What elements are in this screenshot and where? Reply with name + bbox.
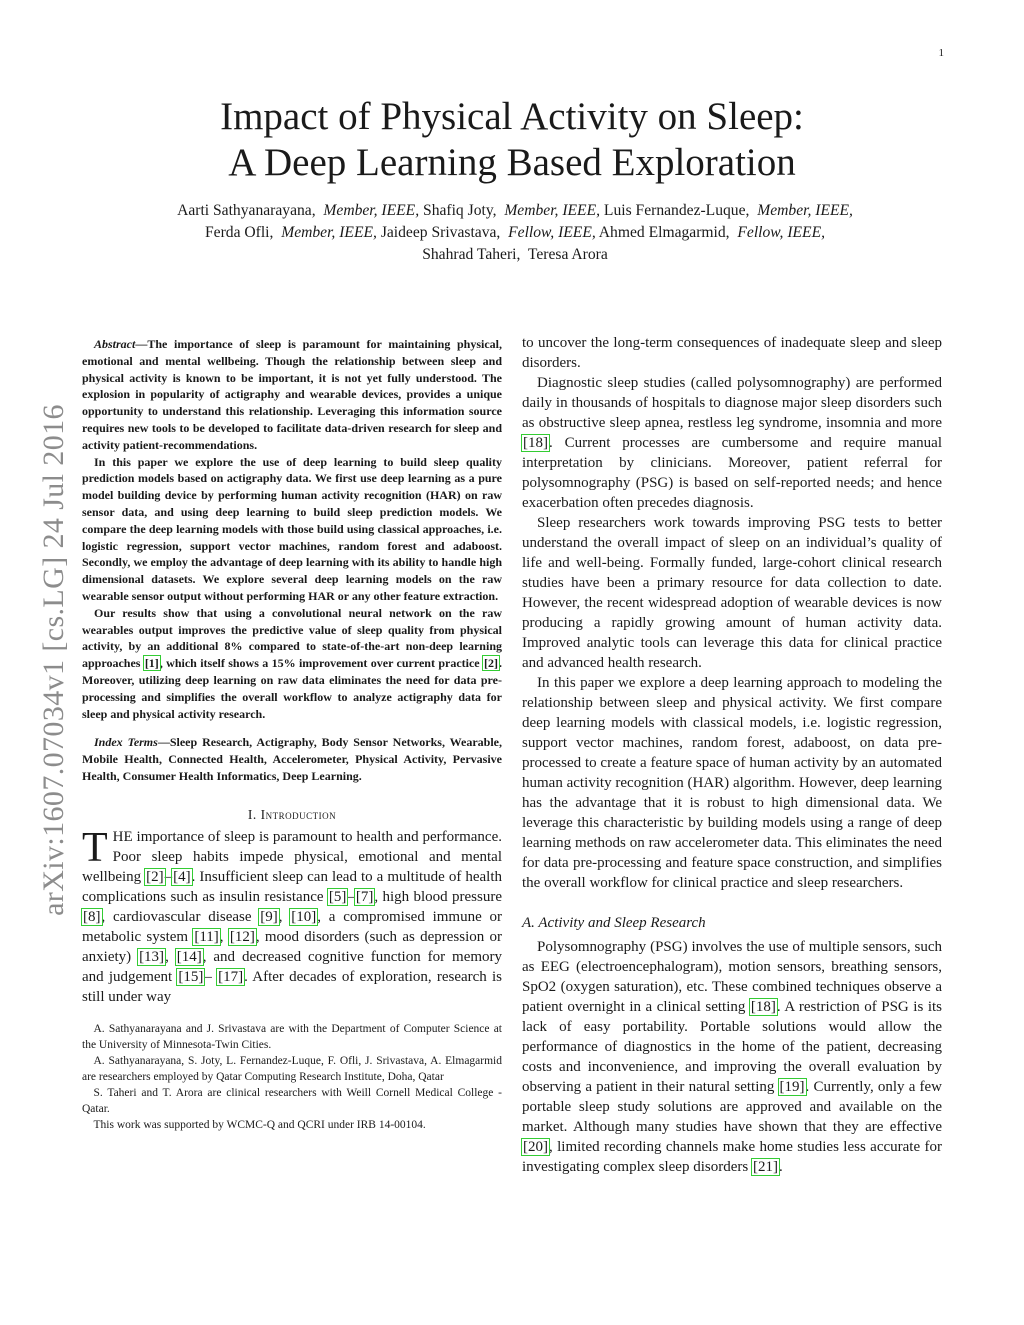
author-affiliation: Member, IEEE,: [323, 202, 420, 219]
author-line-1: [92, 200, 938, 222]
footnotes: [82, 1021, 502, 1133]
abstract-paragraph: [82, 336, 502, 454]
citation-link[interactable]: [19]: [779, 1079, 805, 1095]
author-name: Jaideep Srivastava,: [380, 224, 501, 241]
citation-link[interactable]: [15]: [178, 968, 204, 985]
body-paragraph: In this paper we explore a deep learning approach to modeling the relationship between sleep and physical activity. We first compare deep learning models with classical models, i.e. logistic regression, support vector machines, random forest, adaboost, on data pre-processed to create a feature space of human activity by an automated human activity recognition (HAR) algorithm. However, deep learning has the advantage that it is robust to high dimensional data. We leverage this characteristic by building models using a range of deep learning methods on raw accelerometer data. This eliminates the need for data pre-processing and feature space construction, and simplifies the overall workflow for clinical practice and sleep researchers.: [522, 675, 942, 891]
author-affiliation: Fellow, IEEE,: [508, 224, 596, 241]
body-text: Polysomnography (PSG) involves the use of multiple sensors, such as EEG (electroencephalogram), motion sensors, breathing sensors, SpO2 (oxygen saturation), etc. These combined techniques observe a patient overnight in a clinical setting: [522, 939, 942, 1015]
author-name: Ferda Ofli,: [204, 224, 274, 241]
abstract-text: . Moreover, utilizing deep learning on raw data eliminates the need for data pre-processing and simplifies the overall workflow to analyze actigraphy data for sleep and physical activity research.: [82, 656, 502, 721]
intro-text: ,: [165, 948, 176, 965]
body-text: , limited recording channels make home studies less accurate for investigating complex sleep disorders: [522, 1139, 942, 1175]
author-line-3: [92, 244, 938, 266]
footnote: S. Taheri and T. Arora are clinical researchers with Weill Cornell Medical College - Qatar.: [82, 1086, 502, 1115]
index-terms: [82, 734, 502, 784]
abstract-paragraph: In this paper we explore the use of deep learning to build sleep quality prediction models based on actigraphy data. We first use deep learning as a pure model building device by performing human activity recognition (HAR) on raw sensor data, and using deep learning to build sleep prediction models. We compare the deep learning models with those build using classical approaches, i.e. logistic regression, support vector machines, random forest and adaboost. Secondly, we employ the advantage of deep learning with its ability to handle high dimensional datasets. We explore several deep learning models on the raw wearable sensor output without performing HAR or any other feature extraction.: [82, 454, 502, 603]
citation-link[interactable]: [14]: [176, 948, 202, 965]
body-text: Diagnostic sleep studies (called polysomnography) are performed daily in thousands of hospitals to diagnose major sleep disorders such as obstructive sleep apnea, restless leg syndrome, insomnia and more: [522, 375, 942, 431]
introduction-paragraph: [82, 824, 503, 1007]
index-terms-label: Index Terms: [94, 735, 158, 750]
right-column: [522, 333, 942, 1177]
citation-link[interactable]: [13]: [139, 948, 165, 965]
body-paragraph: [522, 937, 942, 1177]
citation-link[interactable]: [4]: [173, 868, 191, 885]
citation-link[interactable]: [10]: [291, 908, 317, 925]
body-text: .: [778, 1159, 783, 1175]
intro-text: . Insufficient sleep can lead to a multitude of health complications such as insulin resistance: [82, 868, 502, 905]
intro-text: , and decreased cognitive function for memory and judgement: [82, 948, 503, 985]
author-name: Ahmed Elmagarmid,: [598, 224, 730, 241]
author-affiliation: Member, IEEE,: [504, 202, 601, 219]
citation-link[interactable]: [11]: [194, 928, 219, 945]
intro-text: . After decades of exploration, research is still under way: [82, 968, 503, 1005]
index-terms-text: —Sleep Research, Actigraphy, Body Sensor Networks, Wearable, Mobile Health, Connected Health, Accelerometer, Physical Activity, Pervasive Health, Consumer Health Informatics, Deep Learning.: [82, 735, 502, 783]
citation-link[interactable]: [12]: [229, 928, 255, 945]
citation-link[interactable]: [1]: [144, 656, 159, 671]
author-name: Teresa Arora: [527, 246, 608, 263]
abstract-text: Our results show that using a convolutional neural network on the raw wearables output improves the predictive value of sleep quality from physical activity, by an additional 8% compared to state-of-the-art non-deep learning approaches: [82, 605, 502, 671]
body-text: . Currently, only a few portable sleep study solutions are approved and available on the market. Although many studies have shown that they are effective: [522, 1079, 943, 1135]
author-list: [92, 200, 938, 266]
citation-link[interactable]: [17]: [218, 968, 244, 985]
intro-text: , high blood pressure: [374, 888, 502, 905]
author-line-2: [92, 222, 938, 244]
drop-cap: T: [82, 824, 108, 871]
intro-text: –: [204, 968, 218, 985]
citation-link[interactable]: [18]: [523, 435, 548, 451]
footnote: A. Sathyanarayana, S. Joty, L. Fernandez-Luque, F. Ofli, J. Srivastava, A. Elmagarmid are researchers employed by Qatar Computing Research Institute, Doha, Qatar: [82, 1054, 502, 1083]
intro-text: ,: [219, 928, 229, 945]
citation-link[interactable]: [18]: [750, 999, 776, 1015]
footnote: This work was supported by WCMC-Q and QCRI under IRB 14-00104.: [93, 1118, 426, 1131]
abstract-paragraph: [82, 605, 502, 723]
author-name: Aarti Sathyanarayana,: [177, 202, 316, 219]
abstract: [82, 336, 502, 722]
body-paragraph: to uncover the long-term consequences of inadequate sleep and sleep disorders.: [522, 335, 942, 371]
footnote: A. Sathyanarayana and J. Srivastava are with the Department of Computer Science at the University of Minnesota-Twin Cities.: [82, 1022, 502, 1051]
citation-link[interactable]: [21]: [752, 1159, 778, 1175]
author-name: Luis Fernandez-Luque,: [603, 202, 750, 219]
abstract-label: Abstract: [94, 337, 136, 351]
author-affiliation: Member, IEEE,: [281, 224, 377, 241]
author-affiliation: Fellow, IEEE,: [737, 224, 825, 241]
citation-link[interactable]: [2]: [146, 868, 164, 885]
section-title: Introduction: [260, 806, 337, 822]
intro-text: –: [347, 888, 355, 905]
intro-text: , a compromised immune or metabolic system: [82, 908, 502, 945]
title-line-2: A Deep Learning Based Exploration: [228, 141, 796, 184]
subsection-heading: A. Activity and Sleep Research: [522, 915, 706, 931]
title-line-1: Impact of Physical Activity on Sleep:: [220, 95, 804, 138]
abstract-text: , which itself shows a 15% improvement over current practice: [159, 656, 480, 671]
body-text: . A restriction of PSG is its lack of easy portability. Portable solutions would allow the performance of diagnostics in the home of the patient, decreasing costs and inconvenience, and improving the overall evaluation by observing a patient in their natural setting: [522, 999, 942, 1095]
section-heading: [82, 807, 502, 823]
citation-link[interactable]: [20]: [523, 1139, 548, 1155]
citation-link[interactable]: [5]: [328, 888, 347, 905]
arxiv-stamp: arXiv:1607.07034v1 [cs.LG] 24 Jul 2016: [37, 404, 70, 916]
section-number: I.: [247, 806, 257, 822]
paper-title: [0, 94, 1024, 186]
citation-link[interactable]: [7]: [355, 888, 374, 905]
body-text: . Current processes are cumbersome and require manual interpretation by clinicians. Moreover, patient referral for polysomnography (PSG) is based on self-reported needs; and hence exacerbation often precedes diagnosis.: [522, 435, 942, 511]
abstract-text: —The importance of sleep is paramount for maintaining physical, emotional and mental wellbeing. Though the relationship between sleep and physical activity is known to be important, it is not yet fully understood. The explosion in popularity of actigraphy and wearable devices, provides a unique opportunity to understand this relationship. Leveraging this information source requires new tools to be developed to facilitate data-driven research for sleep and activity patient-recommendations.: [82, 337, 502, 452]
citation-link[interactable]: [2]: [484, 656, 498, 671]
body-paragraph: [522, 373, 942, 513]
citation-link[interactable]: [9]: [260, 908, 278, 925]
page-number: 1: [938, 47, 944, 59]
citation-link[interactable]: [8]: [83, 908, 101, 925]
author-affiliation: Member, IEEE,: [757, 202, 853, 219]
intro-text: HE importance of sleep is paramount to health and performance. Poor sleep habits impede physical, emotional and mental wellbeing: [82, 828, 502, 885]
intro-text: , cardiovascular disease: [101, 908, 260, 925]
intro-text: , mood disorders (such as depression or anxiety): [82, 928, 503, 965]
author-name: Shahrad Taheri,: [422, 246, 521, 263]
left-column: [82, 336, 502, 1133]
body-paragraph: Sleep researchers work towards improving PSG tests to better understand the overall impact of sleep on an individual’s quality of life and well-being. Formally funded, large-cohort clinical research studies have been a primary resource for data collection to date. However, the recent widespread adoption of wearable devices is now producing a rapidly growing amount of human activity data. Improved analytic tools can leverage this data for clinical practice and advanced health research.: [522, 515, 942, 671]
intro-text: –: [164, 868, 173, 885]
author-name: Shafiq Joty,: [423, 202, 497, 219]
intro-text: ,: [278, 908, 291, 925]
